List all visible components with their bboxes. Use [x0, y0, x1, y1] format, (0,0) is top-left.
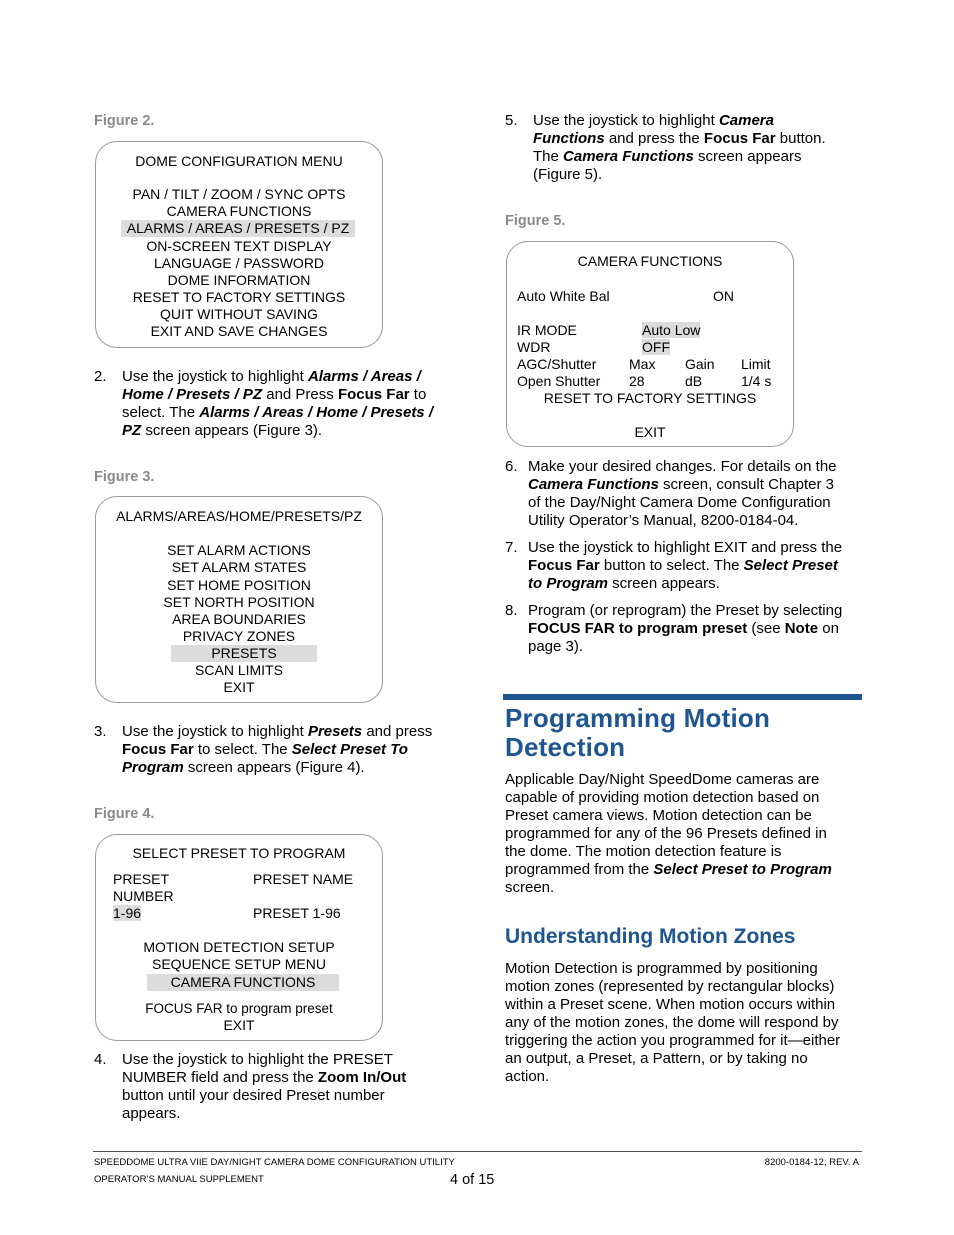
- auto-white-bal-label: Auto White Bal: [517, 288, 610, 304]
- step-6: [505, 458, 865, 530]
- preset-number-label-2: NUMBER: [113, 888, 174, 904]
- menu-item: QUIT WITHOUT SAVING: [160, 306, 318, 322]
- menu-title: DOME CONFIGURATION MENU: [135, 153, 343, 169]
- camera-functions-screen: [506, 241, 794, 447]
- menu-item: EXIT: [223, 1017, 255, 1033]
- step-text: Program (or reprogram) the Preset by selecting FOCUS FAR to program preset (see Note on page 3).: [528, 602, 843, 655]
- footer-product: SPEEDDOME ULTRA VIIE DAY/NIGHT CAMERA DOME CONFIGURATION UTILITY: [94, 1157, 455, 1168]
- menu-item: EXIT: [223, 679, 255, 695]
- alarms-areas-screen: [95, 496, 383, 703]
- menu-title: ALARMS/AREAS/HOME/PRESETS/PZ: [116, 508, 362, 524]
- agc-gain-header: Gain: [685, 356, 715, 372]
- preset-number-field: 1-96: [113, 905, 142, 921]
- figure-5-label: Figure 5.: [505, 213, 566, 229]
- menu-title: CAMERA FUNCTIONS: [577, 253, 723, 269]
- step-text: Use the joystick to highlight Alarms / Areas / Home / Presets / PZ and Press Focus Far to select. The Alarms / Areas / Home / Presets / PZ screen appears (Figure 3).: [122, 368, 433, 439]
- step-text: Use the joystick to highlight Presets and press Focus Far to select. The Select Preset To Program screen appears (Figure 4).: [122, 723, 433, 776]
- menu-item: SET ALARM ACTIONS: [167, 542, 311, 558]
- subsection-title: Understanding Motion Zones: [505, 925, 796, 948]
- step-3: [94, 723, 464, 777]
- menu-item: LANGUAGE / PASSWORD: [153, 255, 325, 271]
- step-text: Make your desired changes. For details on the Camera Functions screen, consult Chapter 3 of the Day/Night Camera Dome Configuration Utility Operator’s Manual, 8200-0184-04.: [528, 458, 837, 529]
- dome-configuration-menu-screen: [95, 141, 383, 348]
- preset-name-value: PRESET 1-96: [253, 905, 341, 921]
- open-shutter-limit: 1/4 s: [741, 373, 772, 389]
- step-number: 2.: [94, 368, 107, 385]
- section-title: Programming Motion Detection: [505, 703, 771, 762]
- step-7: [505, 539, 865, 593]
- menu-item-highlighted: CAMERA FUNCTIONS: [147, 974, 339, 991]
- agc-shutter-label: AGC/Shutter: [517, 356, 597, 372]
- step-text: Use the joystick to highlight the PRESET NUMBER field and press the Zoom In/Out button until your desired Preset number appears.: [122, 1051, 407, 1122]
- select-preset-screen: [95, 834, 383, 1041]
- menu-item: PAN / TILT / ZOOM / SYNC OPTS: [132, 186, 346, 202]
- menu-item: ON-SCREEN TEXT DISPLAY: [146, 238, 332, 254]
- step-5: [505, 112, 865, 184]
- menu-item: MOTION DETECTION SETUP: [143, 939, 335, 955]
- focus-far-hint: FOCUS FAR to program preset: [145, 1001, 333, 1016]
- step-text: Use the joystick to highlight EXIT and press the Focus Far button to select. The Select Preset to Program screen appears.: [528, 539, 843, 592]
- menu-item-highlighted: ALARMS / AREAS / PRESETS / PZ: [121, 220, 355, 237]
- ir-mode-value: Auto Low: [642, 322, 701, 338]
- step-number: 5.: [505, 112, 518, 129]
- open-shutter-label: Open Shutter: [517, 373, 601, 389]
- section-paragraph-1: Applicable Day/Night SpeedDome cameras are capable of providing motion detection based on Preset camera views. Motion detection can be programmed for any of the 96 Presets defined in the dome. The motion detection feature is programmed from the Select Preset to Program screen.: [505, 771, 832, 896]
- figure-3-label: Figure 3.: [94, 469, 155, 485]
- agc-limit-header: Limit: [741, 356, 771, 372]
- preset-name-label: PRESET NAME: [253, 871, 354, 887]
- step-number: 7.: [505, 539, 518, 556]
- menu-item: SET NORTH POSITION: [163, 594, 315, 610]
- step-number: 8.: [505, 602, 518, 619]
- ir-mode-label: IR MODE: [517, 322, 577, 338]
- wdr-label: WDR: [517, 339, 551, 355]
- menu-item: EXIT AND SAVE CHANGES: [150, 323, 328, 339]
- section-paragraph-2: Motion Detection is programmed by positioning motion zones (represented by rectangular blocks) within a Preset scene. When motion occurs within any of the motion zones, the dome will respond by triggering the action you programmed for it—either an output, a Preset, a Pattern, or by taking no action.: [505, 960, 841, 1085]
- step-text: Use the joystick to highlight Camera Functions and press the Focus Far button. The Camera Functions screen appears (Figure 5).: [533, 112, 826, 183]
- page-number: 4 of 15: [450, 1172, 495, 1188]
- reset-factory-item: RESET TO FACTORY SETTINGS: [543, 390, 757, 406]
- menu-item: SET ALARM STATES: [171, 559, 307, 575]
- step-number: 4.: [94, 1051, 107, 1068]
- step-2: [94, 368, 464, 440]
- step-number: 3.: [94, 723, 107, 740]
- footer-doc-number: 8200-0184-12, REV. A: [764, 1157, 859, 1168]
- menu-item: AREA BOUNDARIES: [172, 611, 306, 627]
- section-rule: [503, 694, 862, 700]
- menu-item: SCAN LIMITS: [195, 662, 283, 678]
- menu-item-highlighted: PRESETS: [171, 645, 317, 662]
- open-shutter-gain: dB: [685, 373, 703, 389]
- menu-item: PRIVACY ZONES: [182, 628, 296, 644]
- wdr-value: OFF: [642, 339, 670, 355]
- agc-max-header: Max: [629, 356, 656, 372]
- footer-manual: OPERATOR’S MANUAL SUPPLEMENT: [94, 1174, 264, 1185]
- open-shutter-max: 28: [629, 373, 645, 389]
- step-4: [94, 1051, 464, 1123]
- menu-item: SEQUENCE SETUP MENU: [152, 956, 326, 972]
- menu-title: SELECT PRESET TO PROGRAM: [132, 845, 346, 861]
- exit-item: EXIT: [634, 424, 666, 440]
- figure-4-label: Figure 4.: [94, 806, 155, 822]
- menu-item: CAMERA FUNCTIONS: [166, 203, 312, 219]
- preset-number-label: PRESET: [113, 871, 170, 887]
- footer-rule: [93, 1151, 862, 1152]
- step-number: 6.: [505, 458, 518, 475]
- menu-item: DOME INFORMATION: [167, 272, 311, 288]
- figure-2-label: Figure 2.: [94, 113, 155, 129]
- menu-item: SET HOME POSITION: [167, 577, 311, 593]
- menu-item: RESET TO FACTORY SETTINGS: [132, 289, 346, 305]
- auto-white-bal-value: ON: [713, 288, 734, 304]
- step-8: [505, 602, 865, 656]
